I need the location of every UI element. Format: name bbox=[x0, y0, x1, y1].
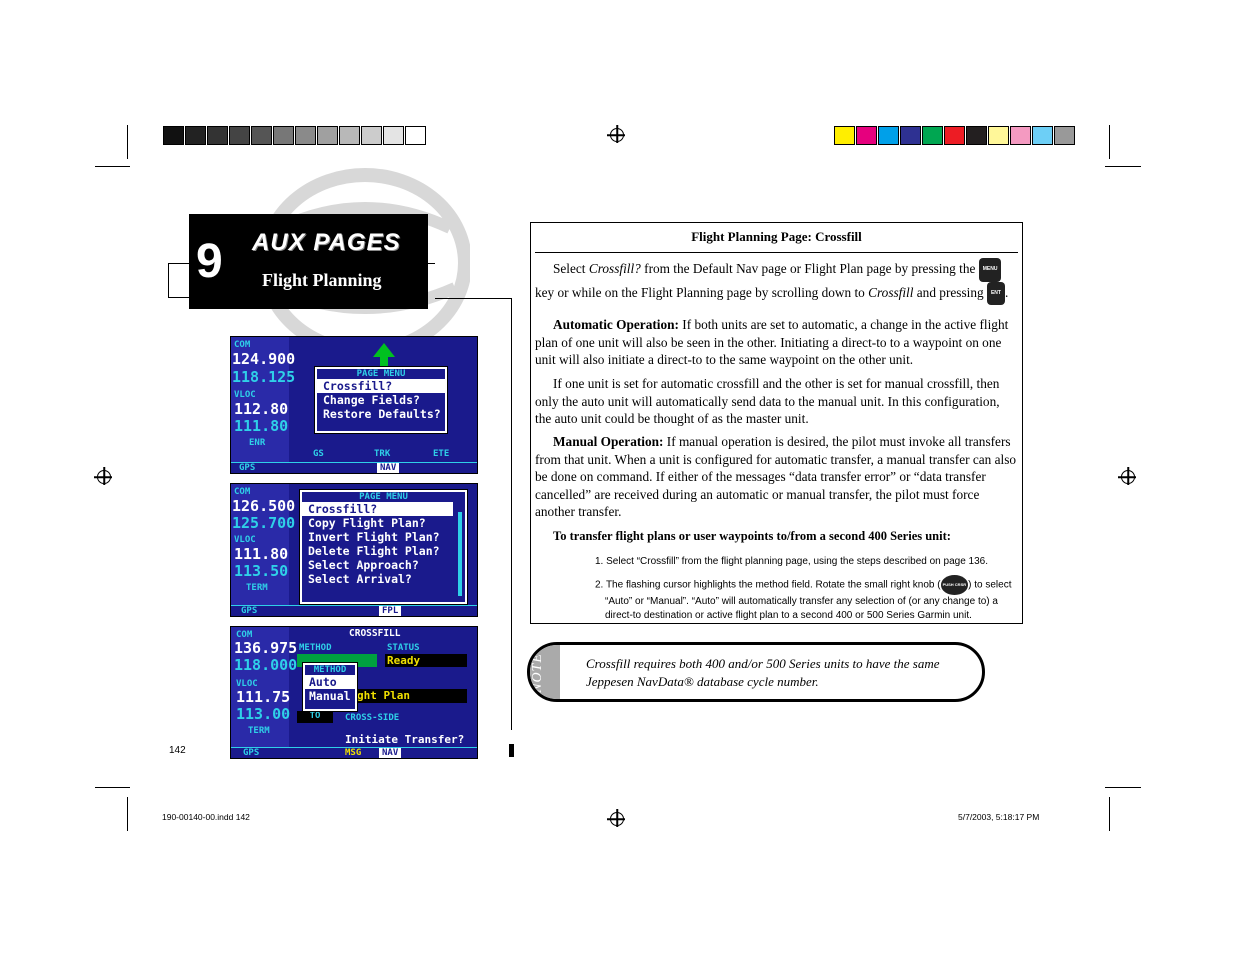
page-menu-popup bbox=[315, 367, 447, 433]
note-text: Crossfill requires both 400 and/or 500 Series units to have the same Jeppesen NavData® database cycle number. bbox=[586, 656, 940, 689]
intro-text: key or while on the Flight Planning page by scrolling down to bbox=[535, 284, 869, 300]
menu-item-delete-flight-plan[interactable]: Delete Flight Plan? bbox=[308, 544, 440, 558]
section-title: Flight Planning bbox=[262, 270, 382, 290]
footer-timestamp: 5/7/2003, 5:18:17 PM bbox=[958, 812, 1040, 822]
status-label: STATUS bbox=[387, 643, 420, 653]
vloc-active-frequency: 111.80 bbox=[234, 545, 289, 563]
tab-rule bbox=[428, 263, 435, 264]
field-label-ete: ETE bbox=[433, 449, 450, 459]
menu-item-copy-flight-plan[interactable]: Copy Flight Plan? bbox=[308, 516, 426, 530]
intro-text: from the Default Nav page or Flight Plan page by pressing the bbox=[640, 260, 979, 276]
crop-mark bbox=[95, 787, 130, 788]
crop-mark bbox=[1105, 166, 1141, 167]
footer-file-name: 190-00140-00.indd 142 bbox=[162, 812, 250, 822]
crop-mark bbox=[1109, 125, 1110, 159]
gray-swatch bbox=[185, 126, 206, 145]
nav-label: NAV bbox=[379, 748, 401, 758]
title-divider bbox=[535, 252, 1018, 253]
intro-crossfill: Crossfill bbox=[868, 284, 914, 300]
color-swatch bbox=[834, 126, 855, 145]
method-label: METHOD bbox=[299, 643, 332, 653]
com-active-frequency: 124.900 bbox=[232, 350, 296, 368]
screen-nav-page-menu bbox=[230, 336, 478, 474]
gray-swatch bbox=[339, 126, 360, 145]
gray-swatch bbox=[229, 126, 250, 145]
tab-rule bbox=[168, 297, 189, 298]
chapter-number: 9 bbox=[196, 235, 223, 288]
note-callout bbox=[527, 642, 985, 702]
registration-mark-icon bbox=[610, 812, 624, 826]
screen-fpl-page-menu bbox=[230, 483, 478, 617]
callout-line bbox=[435, 298, 512, 299]
flight-phase-mode: TERM bbox=[246, 583, 268, 593]
auto-text: If both units are set to automatic, a change in the active flight plan of one unit will also be seen in the other. Initiating a direct-to to a waypoint on one unit will also initiate a direct-to to the same waypoint on the other unit. bbox=[535, 317, 1009, 367]
manual-text: If manual operation is desired, the pilot must invoke all transfers from that unit. When a unit is configured for automatic transfer, a manual transfer can also be done on command. If either of the messages “data transfer error” or “data transfer cancelled” are received during an automatic or manual transfer, the pilot must force another transfer. bbox=[535, 434, 1017, 519]
flight-plan-field[interactable]: ght Plan bbox=[335, 689, 467, 703]
menu-item-crossfill[interactable]: Crossfill? bbox=[317, 379, 445, 393]
box-title: Flight Planning Page: Crossfill bbox=[691, 229, 862, 244]
auto-heading: Automatic Operation: bbox=[553, 317, 679, 332]
color-swatch bbox=[900, 126, 921, 145]
registration-mark-icon bbox=[1121, 470, 1135, 484]
page-number: 142 bbox=[169, 745, 186, 756]
menu-key-icon: MENU bbox=[979, 258, 1002, 282]
gray-swatch bbox=[405, 126, 426, 145]
registration-mark-icon bbox=[610, 128, 624, 142]
crop-mark bbox=[95, 166, 130, 167]
initiate-transfer-button[interactable]: Initiate Transfer? bbox=[345, 733, 465, 746]
intro-crossfill: Crossfill? bbox=[588, 260, 641, 276]
crossfill-title: CROSSFILL bbox=[349, 628, 401, 639]
manual-operation-paragraph bbox=[535, 433, 1018, 521]
vloc-label: VLOC bbox=[236, 679, 258, 689]
popup-title: METHOD bbox=[313, 665, 347, 675]
method-popup bbox=[303, 663, 357, 711]
step-2 bbox=[595, 575, 1015, 623]
gray-swatch bbox=[361, 126, 382, 145]
menu-item-change-fields[interactable]: Change Fields? bbox=[323, 393, 420, 407]
gray-swatch bbox=[273, 126, 294, 145]
to-field[interactable]: TO bbox=[297, 711, 333, 723]
ent-key-icon: ENT bbox=[987, 282, 1005, 306]
vloc-label: VLOC bbox=[234, 535, 256, 545]
gray-swatch bbox=[163, 126, 184, 145]
com-label: COM bbox=[236, 630, 253, 640]
screen-crossfill bbox=[230, 626, 478, 759]
crop-mark bbox=[127, 125, 128, 159]
menu-item-select-approach[interactable]: Select Approach? bbox=[308, 558, 419, 572]
field-label-gs: GS bbox=[313, 449, 324, 459]
crop-mark bbox=[127, 797, 128, 831]
com-active-frequency: 136.975 bbox=[234, 639, 298, 657]
gray-swatch bbox=[383, 126, 404, 145]
nav-label: NAV bbox=[377, 463, 399, 473]
color-swatch bbox=[878, 126, 899, 145]
option-auto[interactable]: Auto bbox=[305, 675, 355, 689]
gps-label: GPS bbox=[243, 748, 260, 758]
com-label: COM bbox=[234, 340, 251, 350]
status-bar bbox=[231, 747, 477, 758]
gps-label: GPS bbox=[239, 463, 256, 473]
tab-rule bbox=[168, 263, 189, 264]
vloc-standby-frequency: 111.80 bbox=[234, 417, 289, 435]
callout-line bbox=[511, 298, 512, 730]
cross-side-label: CROSS-SIDE bbox=[345, 713, 400, 723]
registration-mark-icon bbox=[97, 470, 111, 484]
color-swatch bbox=[988, 126, 1009, 145]
callout-marker bbox=[509, 744, 514, 757]
status-bar bbox=[231, 462, 477, 473]
menu-item-invert-flight-plan[interactable]: Invert Flight Plan? bbox=[308, 530, 440, 544]
popup-title: PAGE MENU bbox=[359, 492, 408, 502]
color-swatch bbox=[1054, 126, 1075, 145]
color-swatch bbox=[856, 126, 877, 145]
vloc-label: VLOC bbox=[234, 390, 256, 400]
color-swatch bbox=[1032, 126, 1053, 145]
flight-phase-mode: TERM bbox=[248, 726, 270, 736]
color-swatch bbox=[922, 126, 943, 145]
gray-swatch bbox=[317, 126, 338, 145]
gray-swatch bbox=[251, 126, 272, 145]
gray-swatch bbox=[295, 126, 316, 145]
msg-label: MSG bbox=[345, 748, 362, 758]
mixed-mode-paragraph: If one unit is set for automatic crossfill and the other is set for manual crossfill, then only the auto unit will automatically send data to the manual unit. In this configuration, the auto unit could be thought of as the master unit. bbox=[535, 376, 1000, 426]
option-manual[interactable]: Manual bbox=[309, 689, 351, 703]
fpl-label: FPL bbox=[379, 606, 401, 616]
tab-rule bbox=[168, 263, 169, 298]
menu-item-restore-defaults[interactable]: Restore Defaults? bbox=[323, 407, 441, 421]
com-label: COM bbox=[234, 487, 251, 497]
note-label: NOTE bbox=[529, 653, 545, 693]
intro-text: and pressing bbox=[913, 284, 987, 300]
com-standby-frequency: 118.000 bbox=[234, 656, 298, 674]
vloc-active-frequency: 112.80 bbox=[234, 400, 289, 418]
manual-heading: Manual Operation: bbox=[553, 434, 664, 449]
color-swatch bbox=[944, 126, 965, 145]
popup-scrollbar[interactable] bbox=[458, 512, 462, 596]
gray-swatch bbox=[207, 126, 228, 145]
color-swatch bbox=[1010, 126, 1031, 145]
step-2-text: 2. The flashing cursor highlights the method field. Rotate the small right knob ( bbox=[595, 579, 941, 591]
chapter-title: AUX PAGES bbox=[252, 229, 401, 256]
page-menu-popup bbox=[300, 490, 467, 604]
knob-icon: PUSH CRSR bbox=[941, 575, 969, 595]
crop-mark bbox=[1105, 787, 1141, 788]
menu-item-crossfill[interactable]: Crossfill? bbox=[302, 502, 453, 516]
content-box bbox=[530, 222, 1023, 624]
popup-title: PAGE MENU bbox=[356, 369, 406, 379]
intro-text: . bbox=[1004, 284, 1009, 300]
menu-item-select-arrival[interactable]: Select Arrival? bbox=[308, 572, 412, 586]
com-active-frequency: 126.500 bbox=[232, 497, 296, 515]
step-1: 1. Select “Crossfill” from the flight planning page, using the steps described on page 136. bbox=[595, 556, 989, 567]
steps-heading: To transfer flight plans or user waypoints to/from a second 400 Series unit: bbox=[553, 529, 951, 543]
vloc-standby-frequency: 113.00 bbox=[236, 705, 291, 723]
vloc-standby-frequency: 113.50 bbox=[234, 562, 289, 580]
com-standby-frequency: 118.125 bbox=[232, 368, 296, 386]
field-label-trk: TRK bbox=[374, 449, 391, 459]
flight-phase-mode: ENR bbox=[249, 438, 266, 448]
intro-paragraph bbox=[535, 258, 1018, 305]
status-value: Ready bbox=[385, 654, 467, 667]
intro-text: Select bbox=[553, 260, 589, 276]
crop-mark bbox=[1109, 797, 1110, 831]
status-bar bbox=[231, 605, 477, 616]
color-swatch bbox=[966, 126, 987, 145]
step-2-text: ) to select “Auto” or “Manual”. “Auto” will automatically transfer any selection of (or any change to) a direct-to destination or active flight plan to a second 400 or 500 Series Garmin unit. bbox=[605, 579, 1012, 621]
vloc-active-frequency: 111.75 bbox=[236, 688, 291, 706]
automatic-operation-paragraph bbox=[535, 316, 1018, 369]
gps-label: GPS bbox=[241, 606, 258, 616]
com-standby-frequency: 125.700 bbox=[232, 514, 296, 532]
